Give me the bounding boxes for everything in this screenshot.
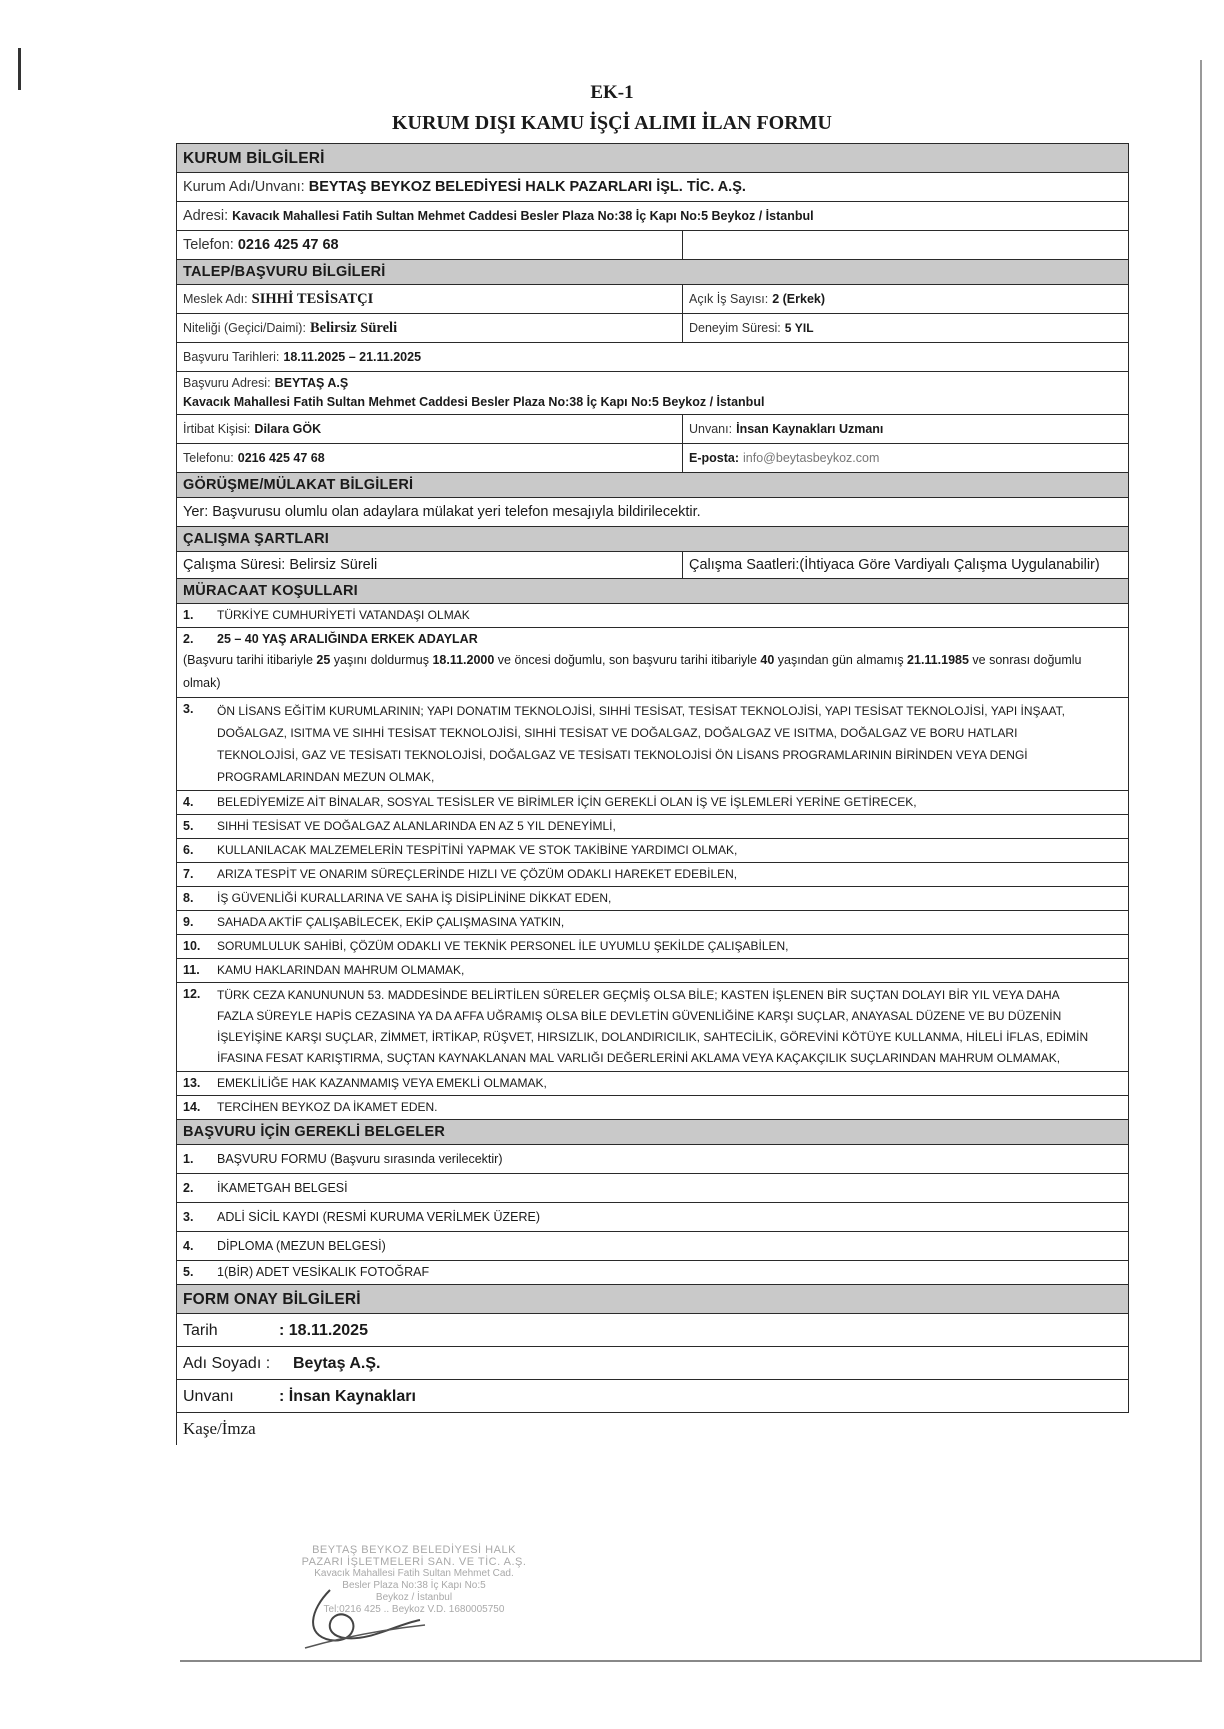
contact-title-cell bbox=[683, 415, 1129, 444]
application-dates-value: 18.11.2025 – 21.11.2025 bbox=[283, 349, 422, 364]
stamp-line: Kavacık Mahallesi Fatih Sultan Mehmet Cad. bbox=[314, 1568, 514, 1579]
experience-value: 5 YIL bbox=[784, 320, 814, 335]
document-item-3: 3. ADLİ SİCİL KAYDI (RESMİ KURUMA VERİLMEK ÜZERE) bbox=[177, 1203, 1129, 1232]
condition-item-1 bbox=[177, 604, 1129, 628]
institution-name-label: Kurum Adı/Unvanı: bbox=[183, 178, 305, 195]
nature-label: Niteliği (Geçici/Daimi): bbox=[183, 320, 306, 335]
scan-edge-right bbox=[1200, 60, 1202, 1660]
institution-phone-label: Telefon: bbox=[183, 236, 234, 253]
application-address-label: Başvuru Adresi: bbox=[183, 376, 271, 390]
stamp-line: BEYTAŞ BEYKOZ BELEDİYESİ HALK bbox=[312, 1544, 516, 1556]
form-title: KURUM DIŞI KAMU İŞÇİ ALIMI İLAN FORMU bbox=[391, 112, 833, 134]
condition-text: TÜRKİYE CUMHURİYETİ VATANDAŞI OLMAK bbox=[217, 608, 470, 622]
experience-cell bbox=[683, 314, 1129, 343]
scan-edge-bottom bbox=[180, 1660, 1202, 1662]
application-dates-label: Başvuru Tarihleri: bbox=[183, 349, 280, 364]
nature-value: Belirsiz Süreli bbox=[309, 319, 398, 336]
institution-phone-cell bbox=[177, 231, 683, 260]
condition-item-8: 8. İŞ GÜVENLİĞİ KURALLARINA VE SAHA İŞ DİSİPLİNİNE DİKKAT EDEN, bbox=[177, 887, 1129, 911]
section-belgeler: BAŞVURU İÇİN GEREKLİ BELGELER bbox=[177, 1120, 1129, 1145]
application-dates-row bbox=[177, 343, 1129, 372]
section-kurum: KURUM BİLGİLERİ bbox=[177, 144, 1129, 173]
application-address-line2: Kavacık Mahallesi Fatih Sultan Mehmet Caddesi Besler Plaza No:38 İç Kapı No:5 Beykoz / İstanbul bbox=[183, 395, 765, 409]
annex-code: EK-1 bbox=[590, 82, 634, 103]
condition-item-13: 13. EMEKLİLİĞE HAK KAZANMAMIŞ VEYA EMEKLİ OLMAMAK, bbox=[177, 1072, 1129, 1096]
work-hours: Çalışma Saatleri:(İhtiyaca Göre Vardiyalı Çalışma Uygulanabilir) bbox=[683, 552, 1129, 579]
stamp-line: Beykoz / İstanbul bbox=[375, 1592, 453, 1603]
stamp-signature-label: Kaşe/İmza bbox=[183, 1418, 256, 1438]
contact-person-label: İrtibat Kişisi: bbox=[183, 421, 251, 436]
document-item-4: 4. DİPLOMA (MEZUN BELGESİ) bbox=[177, 1232, 1129, 1261]
contact-phone-label: Telefonu: bbox=[183, 450, 234, 465]
condition-item-3: 3. ÖN LİSANS EĞİTİM KURUMLARININ; YAPI DONATIM TEKNOLOJİSİ, SIHHİ TESİSAT, TESİSAT TEKNOLOJİSİ, YAPI TESİSAT TEKNOLOJİSİ, YAPI İNŞAAT, DOĞALGAZ, ISITMA VE SIHHİ TESİSAT TEKNOLOJİSİ, SIHHİ TESİSAT VE DOĞALGAZ, DOĞALGAZ VE ISITMA, DOĞALGAZ VE BORU HATLARI TEKNOLOJİSİ, GAZ VE TESİSATI TEKNOLOJİSİ, DOĞALGAZ VE TESİSATI TEKNOLOJİSİ ÖN LİSANS PROGRAMLARININ BİRİNDEN VEYA DENGİ PROGRAMLARINDAN MEZUN OLMAK, bbox=[177, 698, 1129, 791]
empty-cell bbox=[683, 231, 1129, 260]
open-positions-cell bbox=[683, 285, 1129, 314]
condition-item-4: 4. BELEDİYEMİZE AİT BİNALAR, SOSYAL TESİSLER VE BİRİMLER İÇİN GEREKLİ OLAN İŞ VE İŞLEMLERİ YERİNE GETİRECEK, bbox=[177, 791, 1129, 815]
contact-person-cell bbox=[177, 415, 683, 444]
condition-number: 1. bbox=[183, 608, 194, 622]
condition-text: 25 – 40 YAŞ ARALIĞINDA ERKEK ADAYLAR bbox=[217, 632, 478, 646]
nature-cell bbox=[177, 314, 683, 343]
approval-date-row bbox=[177, 1314, 1129, 1347]
application-address-row bbox=[177, 372, 1129, 415]
contact-email-cell bbox=[683, 444, 1129, 473]
contact-email-link[interactable]: info@beytasbeykoz.com bbox=[743, 450, 880, 465]
experience-label: Deneyim Süresi: bbox=[689, 320, 781, 335]
condition-number: 2. bbox=[183, 632, 194, 646]
job-name-cell bbox=[177, 285, 683, 314]
institution-address-row bbox=[177, 202, 1129, 231]
institution-address-label: Adresi: bbox=[183, 207, 229, 224]
institution-name-row bbox=[177, 173, 1129, 202]
handwritten-signature bbox=[300, 1580, 430, 1650]
open-positions-label: Açık İş Sayısı: bbox=[689, 291, 769, 306]
section-muracaat: MÜRACAAT KOŞULLARI bbox=[177, 579, 1129, 604]
approval-title-row bbox=[177, 1380, 1129, 1413]
approval-name-value: Beytaş A.Ş. bbox=[293, 1354, 381, 1372]
condition-item-7: 7. ARIZA TESPİT VE ONARIM SÜREÇLERİNDE HIZLI VE ÇÖZÜM ODAKLI HAREKET EDEBİLEN, bbox=[177, 863, 1129, 887]
approval-name-row bbox=[177, 1347, 1129, 1380]
condition-item-6: 6. KULLANILACAK MALZEMELERİN TESPİTİNİ YAPMAK VE STOK TAKİBİNE YARDIMCI OLMAK, bbox=[177, 839, 1129, 863]
contact-person-value: Dilara GÖK bbox=[254, 421, 322, 436]
document-item-1: 1. BAŞVURU FORMU (Başvuru sırasında verilecektir) bbox=[177, 1145, 1129, 1174]
section-gorusme: GÖRÜŞME/MÜLAKAT BİLGİLERİ bbox=[177, 473, 1129, 498]
approval-date-value: : 18.11.2025 bbox=[279, 1321, 368, 1339]
condition-item-14: 14. TERCİHEN BEYKOZ DA İKAMET EDEN. bbox=[177, 1096, 1129, 1120]
approval-date-label: Tarih bbox=[183, 1321, 218, 1339]
age-condition-detail: (Başvuru tarihi itibariyle 25 yaşını doldurmuş 18.11.2000 ve öncesi doğumlu, son başvuru tarihi itibariyle 40 yaşından gün almamış 21.11.1985 ve sonrası doğumlu olmak) bbox=[183, 653, 1082, 690]
condition-item-2 bbox=[177, 628, 1129, 698]
condition-item-12: 12. TÜRK CEZA KANUNUNUN 53. MADDESİNDE BELİRTİLEN SÜRELER GEÇMİŞ OLSA BİLE; KASTEN İŞLENEN BİR SUÇTAN DOLAYI BİR YIL VEYA DAHA FAZLA SÜREYLE HAPİS CEZASINA YA DA AFFA UĞRAMIŞ OLSA BİLE DEVLETİN GÜVENLİĞİNE KARŞI SUÇLAR, ANAYASAL DÜZENE VE BU DÜZENİN İŞLEYİŞİNE KARŞI SUÇLAR, ZİMMET, İRTİKAP, RÜŞVET, HIRSIZLIK, DOLANDIRICILIK, SAHTECİLİK, GÖREVİNİ KÖTÜYE KULLANMA, HİLELİ İFLAS, EDİMİN İFASINA FESAT KARIŞTIRMA, SUÇTAN KAYNAKLANAN MAL VARLIĞI DEĞERLERİNİ AKLAMA VEYA KAÇAKÇILIK SUÇLARINDAN MAHRUM OLMAMAK, bbox=[177, 983, 1129, 1072]
approval-sign-row bbox=[177, 1413, 1129, 1446]
document-item-5: 5. 1(BİR) ADET VESİKALIK FOTOĞRAF bbox=[177, 1261, 1129, 1285]
approval-title-label: Unvanı bbox=[183, 1387, 234, 1405]
job-name-label: Meslek Adı: bbox=[183, 291, 248, 306]
contact-email-label: E-posta: bbox=[689, 450, 739, 465]
condition-item-9: 9. SAHADA AKTİF ÇALIŞABİLECEK, EKİP ÇALIŞMASINA YATKIN, bbox=[177, 911, 1129, 935]
section-onay: FORM ONAY BİLGİLERİ bbox=[177, 1285, 1129, 1314]
application-address-value: BEYTAŞ A.Ş bbox=[274, 376, 349, 390]
contact-title-label: Unvanı: bbox=[689, 421, 733, 436]
contact-phone-value: 0216 425 47 68 bbox=[237, 450, 325, 465]
approval-name-label: Adı Soyadı : bbox=[183, 1354, 271, 1372]
section-calisma: ÇALIŞMA ŞARTLARI bbox=[177, 527, 1129, 552]
work-duration: Çalışma Süresi: Belirsiz Süreli bbox=[177, 552, 683, 579]
stamp-line: PAZARI İŞLETMELERİ SAN. VE TİC. A.Ş. bbox=[301, 1556, 527, 1568]
section-talep: TALEP/BAŞVURU BİLGİLERİ bbox=[177, 260, 1129, 285]
interview-place: Yer: Başvurusu olumlu olan adaylara mülakat yeri telefon mesajıyla bildirilecektir. bbox=[177, 498, 1129, 527]
document-item-2: 2. İKAMETGAH BELGESİ bbox=[177, 1174, 1129, 1203]
condition-item-10: 10. SORUMLULUK SAHİBİ, ÇÖZÜM ODAKLI VE TEKNİK PERSONEL İLE UYUMLU ŞEKİLDE ÇALIŞABİLEN, bbox=[177, 935, 1129, 959]
contact-phone-cell bbox=[177, 444, 683, 473]
stamp-line: Tel:0216 425 .. Beykoz V.D. 1680005750 bbox=[323, 1604, 505, 1615]
contact-title-value: İnsan Kaynakları Uzmanı bbox=[736, 421, 884, 436]
job-name-value: SIHHİ TESİSATÇI bbox=[251, 290, 374, 307]
condition-item-11: 11. KAMU HAKLARINDAN MAHRUM OLMAMAK, bbox=[177, 959, 1129, 983]
announcement-form-table bbox=[176, 143, 1129, 1445]
stamp-line: Besler Plaza No:38 İç Kapı No:5 bbox=[342, 1580, 486, 1591]
approval-title-value: : İnsan Kaynakları bbox=[279, 1387, 416, 1405]
open-positions-value: 2 (Erkek) bbox=[772, 291, 826, 306]
condition-item-5: 5. SIHHİ TESİSAT VE DOĞALGAZ ALANLARINDA EN AZ 5 YIL DENEYİMLİ, bbox=[177, 815, 1129, 839]
institution-phone-value: 0216 425 47 68 bbox=[237, 236, 339, 253]
institution-address-value: Kavacık Mahallesi Fatih Sultan Mehmet Caddesi Besler Plaza No:38 İç Kapı No:5 Beykoz / İstanbul bbox=[232, 208, 814, 223]
institution-name-value: BEYTAŞ BEYKOZ BELEDİYESİ HALK PAZARLARI İŞL. TİC. A.Ş. bbox=[308, 178, 746, 195]
